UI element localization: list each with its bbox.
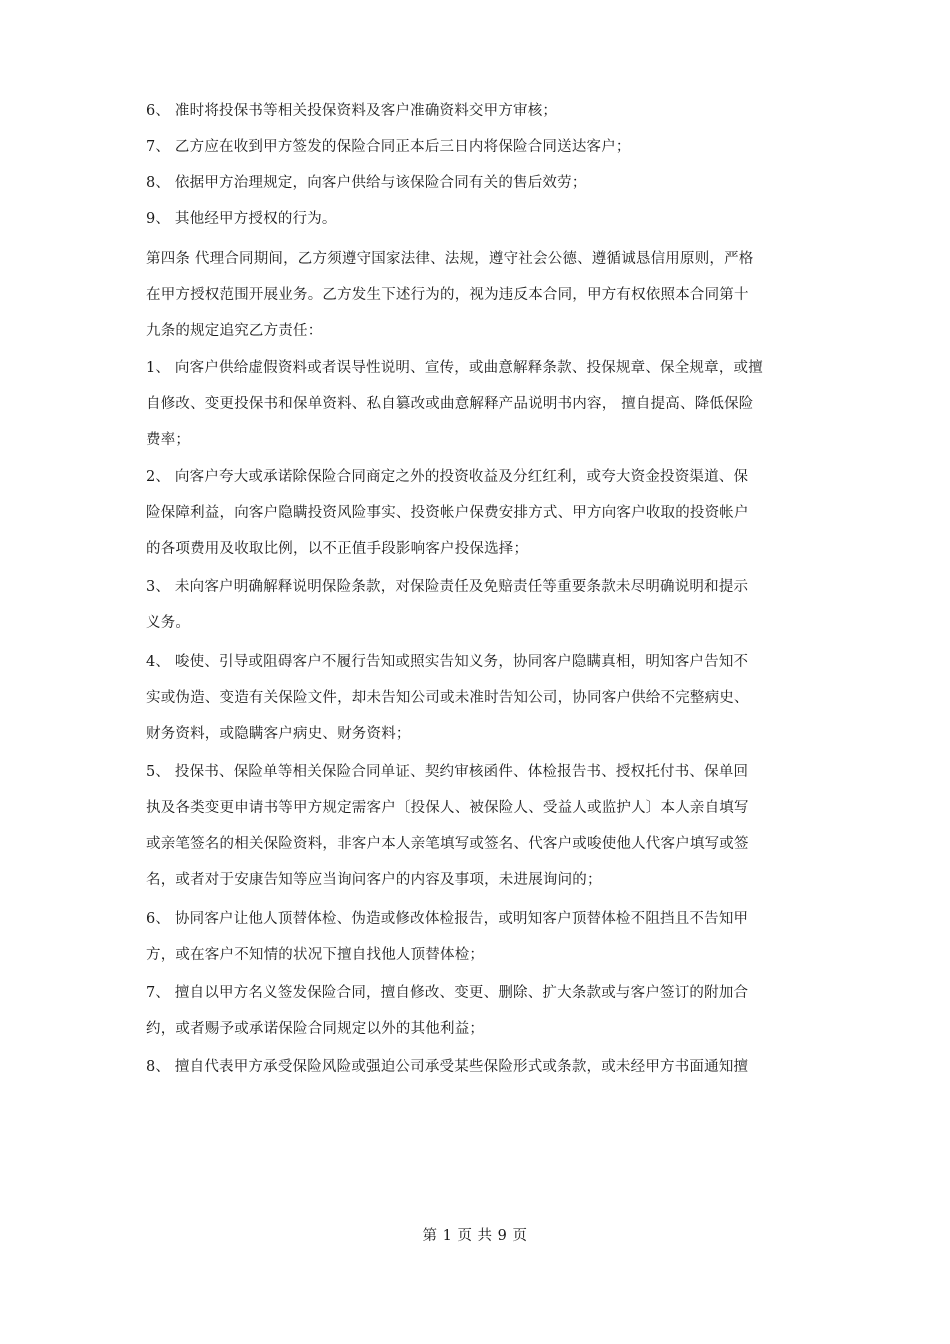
text-line: 在甲方授权范围开展业务。乙方发生下述行为的，视为违反本合同，甲方有权依照本合同第十 — [146, 287, 749, 303]
text-line: 8、 依据甲方治理规定，向客户供给与该保险合同有关的售后效劳； — [146, 175, 587, 191]
text-line: 费率； — [146, 432, 191, 448]
text-line: 或亲笔签名的相关保险资料，非客户本人亲笔填写或签名、代客户或唆使他人代客户填写或签 — [146, 836, 749, 852]
text-line: 执及各类变更申请书等甲方规定需客户〔投保人、被保险人、受益人或监护人〕本人亲自填写 — [146, 800, 749, 816]
text-line: 义务。 — [146, 615, 191, 631]
text-line: 实或伪造、变造有关保险文件，却未告知公司或未准时告知公司，协同客户供给不完整病史、 — [146, 690, 749, 706]
text-line: 第四条 代理合同期间，乙方须遵守国家法律、法规，遵守社会公德、遵循诚恳信用原则，严格 — [146, 251, 754, 267]
text-line: 9、 其他经甲方授权的行为。 — [146, 211, 337, 227]
text-line: 5、 投保书、保险单等相关保险合同单证、契约审核函件、体检报告书、授权托付书、保单回 — [146, 764, 749, 780]
text-line: 2、 向客户夸大或承诺除保险合同商定之外的投资收益及分红红利，或夸大资金投资渠道、保 — [146, 469, 749, 485]
text-line: 3、 未向客户明确解释说明保险条款，对保险责任及免赔责任等重要条款未尽明确说明和提示 — [146, 579, 749, 595]
text-line: 约，或者赐予或承诺保险合同规定以外的其他利益； — [146, 1021, 485, 1037]
text-line: 6、 准时将投保书等相关投保资料及客户准确资料交甲方审核； — [146, 103, 558, 119]
text-line: 4、 唆使、引导或阻碍客户不履行告知或照实告知义务，协同客户隐瞒真相，明知客户告知不 — [146, 654, 749, 670]
text-line: 险保障利益，向客户隐瞒投资风险事实、投资帐户保费安排方式、甲方向客户收取的投资帐户 — [146, 505, 749, 521]
text-line: 1、 向客户供给虚假资料或者误导性说明、宣传，或曲意解释条款、投保规章、保全规章，或擅 — [146, 360, 763, 376]
text-line: 财务资料，或隐瞒客户病史、财务资料； — [146, 726, 411, 742]
text-line: 九条的规定追究乙方责任： — [146, 323, 323, 339]
text-line: 自修改、变更投保书和保单资料、私自篡改或曲意解释产品说明书内容， 擅自提高、降低保险 — [146, 396, 754, 412]
text-line: 名，或者对于安康告知等应当询问客户的内容及事项，未进展询问的； — [146, 872, 602, 888]
page-number-footer: 第 1 页 共 9 页 — [422, 1228, 528, 1244]
text-line: 的各项费用及收取比例，以不正值手段影响客户投保选择； — [146, 541, 529, 557]
text-line: 8、 擅自代表甲方承受保险风险或强迫公司承受某些保险形式或条款，或未经甲方书面通知擅 — [146, 1059, 749, 1075]
text-line: 7、 擅自以甲方名义签发保险合同，擅自修改、变更、删除、扩大条款或与客户签订的附加合 — [146, 985, 749, 1001]
text-line: 6、 协同客户让他人顶替体检、伪造或修改体检报告，或明知客户顶替体检不阻挡且不告知甲 — [146, 911, 749, 927]
text-line: 7、 乙方应在收到甲方签发的保险合同正本后三日内将保险合同送达客户； — [146, 139, 631, 155]
text-line: 方，或在客户不知情的状况下擅自找他人顶替体检； — [146, 947, 485, 963]
